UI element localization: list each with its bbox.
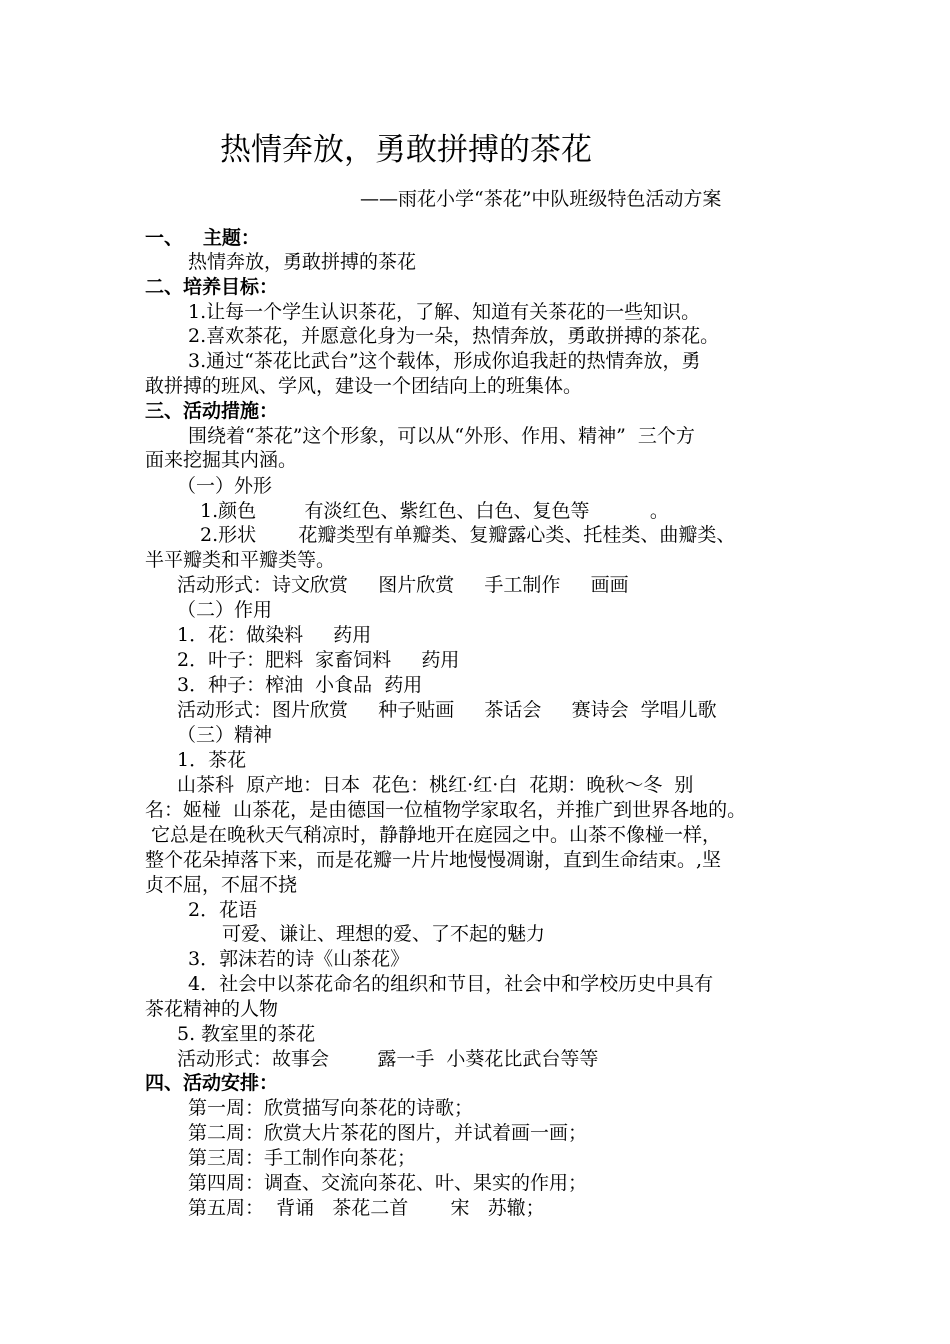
shape-activity-form: 活动形式：诗文欣赏 图片欣赏 手工制作 画画 [177,574,629,596]
shape-form-line-1: 2.形状 花瓣类型有单瓣类、复瓣露心类、托桂类、曲瓣类、 [200,524,736,546]
use-subtitle: （二）作用 [177,599,273,621]
spirit-item-4-line-2: 茶花精神的人物 [145,998,279,1020]
spirit-item-4-line-1: 4．社会中以茶花命名的组织和节目，社会中和学校历史中具有 [188,973,714,995]
use-item-3: 3．种子：榨油 小食品 药用 [177,674,423,696]
section-1-heading: 一、 主题： [145,227,260,249]
document-subtitle: ——雨花小学“茶花”中队班级特色活动方案 [360,188,722,210]
use-activity-form: 活动形式：图片欣赏 种子贴画 茶话会 赛诗会 学唱儿歌 [177,699,717,721]
spirit-subtitle: （三）精神 [177,724,273,746]
goal-item-2: 2.喜欢茶花，并愿意化身为一朵，热情奔放，勇敢拼搏的茶花。 [188,325,720,347]
spirit-item-3: 3．郭沫若的诗《山茶花》 [188,948,410,970]
week-5: 第五周： 背诵 茶花二首 宋 苏辙； [188,1197,545,1219]
document-title: 热情奔放，勇敢拼搏的茶花 [220,132,592,168]
section-2-heading: 二、培养目标： [145,276,279,298]
spirit-paragraph-line-5: 贞不屈，不屈不挠 [145,874,298,896]
week-2: 第二周：欣赏大片茶花的图片，并试着画一画； [188,1122,588,1144]
shape-color-line: 1.颜色 有淡红色、紫红色、白色、复色等 。 [200,500,669,522]
week-4: 第四周：调查、交流向茶花、叶、果实的作用； [188,1172,588,1194]
section-1-body: 热情奔放，勇敢拼搏的茶花 [188,251,417,273]
goal-item-3-line-2: 敢拼搏的班风、学风，建设一个团结向上的班集体。 [145,375,583,397]
spirit-item-5: 5. 教室里的茶花 [177,1023,316,1045]
section-4-heading: 四、活动安排： [145,1072,279,1094]
spirit-paragraph-line-3: 它总是在晚秋天气稍凉时，静静地开在庭园之中。山茶不像椪一样， [145,824,722,846]
use-item-1: 1．花：做染料 药用 [177,624,372,646]
spirit-activity-form: 活动形式：故事会 露一手 小葵花比武台等等 [177,1048,599,1070]
measures-intro-line-2: 面来挖掘其内涵。 [145,449,298,471]
week-3: 第三周：手工制作向茶花； [188,1147,417,1169]
spirit-item-2: 2．花语 [188,899,258,921]
goal-item-1: 1.让每一个学生认识茶花，了解、知道有关茶花的一些知识。 [188,301,701,323]
section-3-heading: 三、活动措施： [145,400,279,422]
shape-form-line-2: 半平瓣类和平瓣类等。 [145,549,336,571]
use-item-2: 2．叶子：肥料 家畜饲料 药用 [177,649,460,671]
spirit-paragraph-line-4: 整个花朵掉落下来，而是花瓣一片片地慢慢凋谢，直到生命结束。,坚 [145,849,722,871]
shape-subtitle: （一）外形 [177,475,273,497]
spirit-paragraph-line-2: 名：姬椪 山茶花，是由德国一位植物学家取名，并推广到世界各地的。 [145,799,747,821]
spirit-paragraph-line-1: 山茶科 原产地：日本 花色：桃红·红·白 花期：晚秋～冬 别 [177,774,694,796]
flower-language: 可爱、谦让、理想的爱、了不起的魅力 [222,923,546,945]
spirit-item-1: 1．茶花 [177,749,247,771]
week-1: 第一周：欣赏描写向茶花的诗歌； [188,1097,474,1119]
measures-intro-line-1: 围绕着“茶花”这个形象，可以从“外形、作用、精神” 三个方 [188,425,695,447]
goal-item-3-line-1: 3.通过“茶花比武台”这个载体，形成你追我赶的热情奔放，勇 [188,350,701,372]
